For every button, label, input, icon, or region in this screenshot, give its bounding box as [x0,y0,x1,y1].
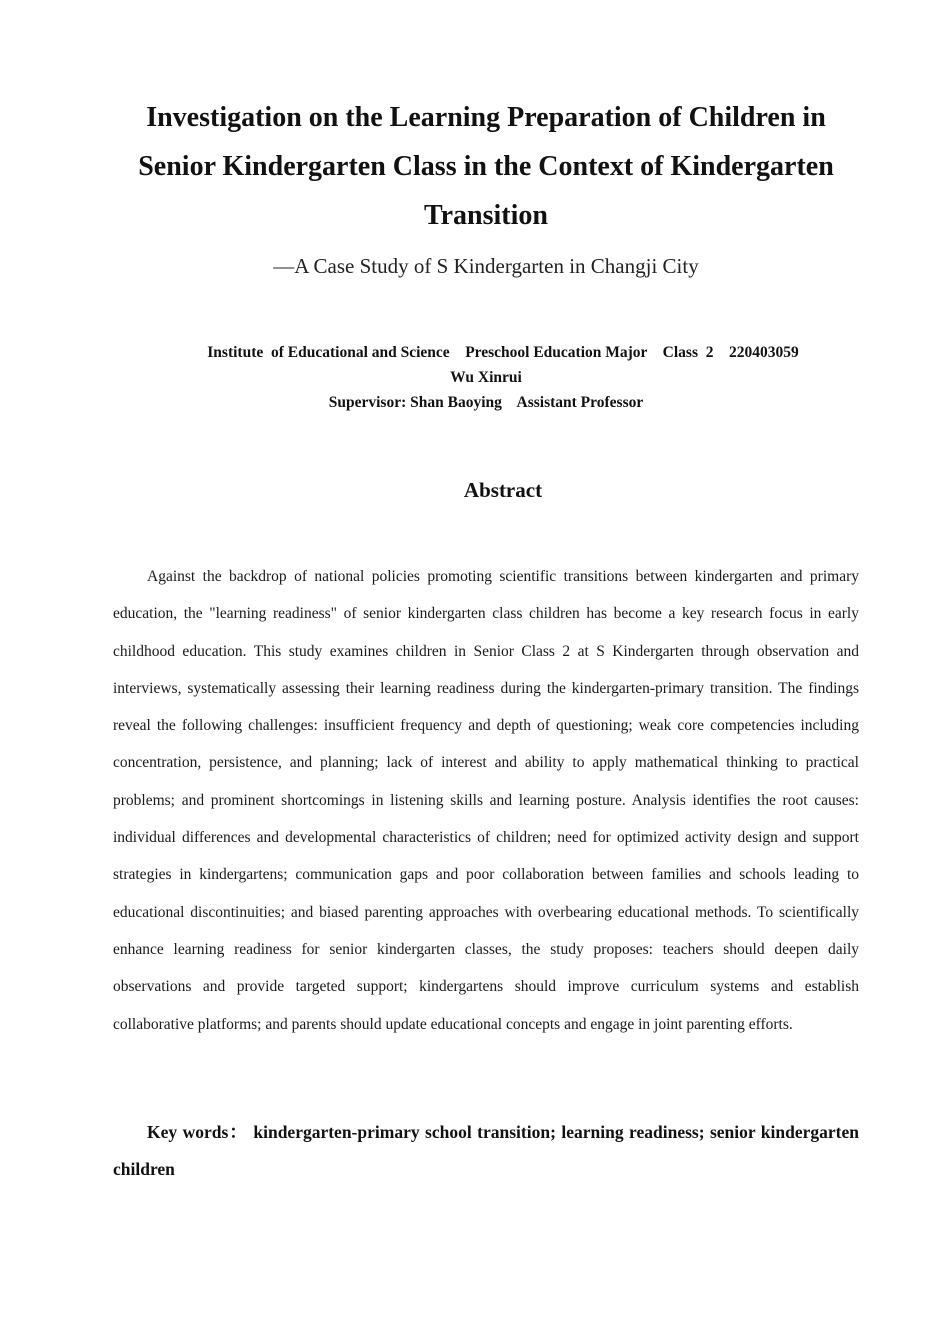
affiliation-line: Institute of Educational and Science Preschool Education Major Class 2 220403059 [207,344,799,361]
paper-subtitle: —A Case Study of S Kindergarten in Changji City [273,254,699,278]
supervisor-line: Supervisor: Shan Baoying Assistant Professor [328,394,644,411]
paper-title: Investigation on the Learning Preparation of Children in Senior Kindergarten Class in the Context of Kindergarten Transition [138,102,834,231]
author-name: Wu Xinrui [450,369,522,386]
abstract-text: Against the backdrop of national policies promoting scientific transitions between kindergarten and primary education, the "learning readiness" of senior kindergarten class children has become a key research focus in early childhood education. This study examines children in Senior Class 2 at S Kindergarten through observation and interviews, systematically assessing their learning readiness during the kindergarten-primary transition. The findings reveal the following challenges: insufficient frequency and depth of questioning; weak core competencies including concentration, persistence, and planning; lack of interest and ability to apply mathematical thinking to practical problems; and prominent shortcomings in listening skills and learning posture. Analysis identifies the root causes: individual differences and developmental characteristics of children; need for optimized activity design and support strategies in kindergartens; communication gaps and poor collaboration between families and schools leading to educational discontinuities; and biased parenting approaches with overbearing educational methods. To scientifically enhance learning readiness for senior kindergarten classes, the study proposes: teachers should deepen daily observations and provide targeted support; kindergartens should improve curriculum systems and establish collaborative platforms; and parents should update educational concepts and engage in joint parenting efforts. [113,568,859,1033]
keywords: Key words： kindergarten-primary school transition; learning readiness; senior kindergarten children [113,1122,859,1179]
abstract-heading: Abstract [463,478,543,502]
